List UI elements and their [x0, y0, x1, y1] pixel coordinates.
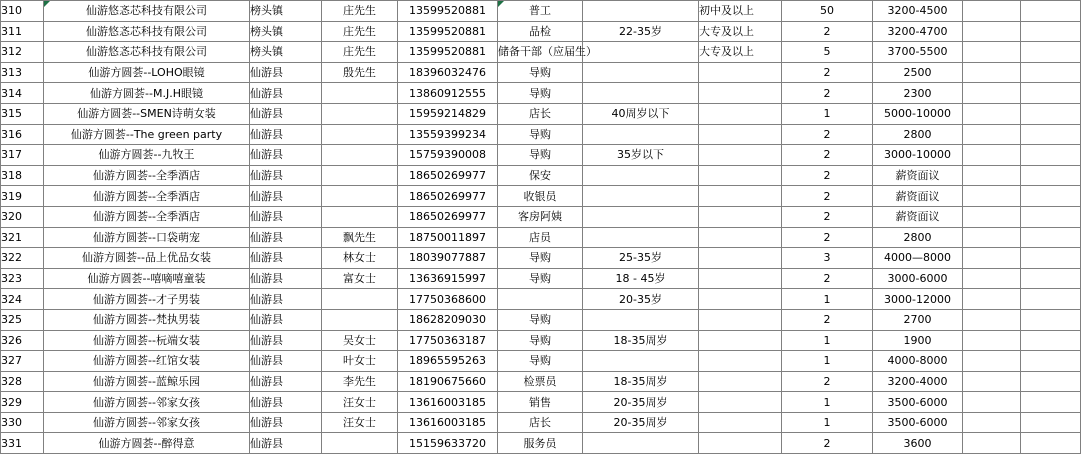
age-requirement-cell[interactable] — [583, 62, 699, 83]
headcount-cell[interactable]: 2 — [782, 309, 873, 330]
town-cell[interactable]: 榜头镇 — [250, 21, 322, 42]
table-row — [1, 21, 1081, 42]
empty-cell[interactable] — [1021, 330, 1081, 351]
empty-cell[interactable] — [963, 371, 1021, 392]
salary-cell[interactable]: 3500-6000 — [873, 412, 963, 433]
position-cell[interactable]: 导购 — [498, 248, 583, 269]
contact-cell[interactable]: 飘先生 — [322, 227, 398, 248]
position-cell[interactable]: 客房阿姨 — [498, 206, 583, 227]
town-cell[interactable]: 仙游县 — [250, 433, 322, 454]
headcount-cell[interactable]: 2 — [782, 371, 873, 392]
headcount-cell[interactable]: 2 — [782, 227, 873, 248]
empty-cell[interactable] — [1021, 392, 1081, 413]
position-cell[interactable]: 导购 — [498, 330, 583, 351]
company-cell[interactable]: 仙游方圆荟--红馆女装 — [44, 351, 250, 372]
education-cell[interactable] — [699, 83, 782, 104]
town-cell[interactable]: 仙游县 — [250, 227, 322, 248]
age-requirement-cell[interactable]: 40周岁以下 — [583, 103, 699, 124]
row-number-cell[interactable]: 327 — [1, 351, 44, 372]
headcount-cell[interactable]: 50 — [782, 1, 873, 22]
empty-cell[interactable] — [1021, 227, 1081, 248]
row-number-cell[interactable]: 316 — [1, 124, 44, 145]
row-number-cell[interactable]: 319 — [1, 186, 44, 207]
contact-cell[interactable] — [322, 289, 398, 310]
empty-cell[interactable] — [963, 433, 1021, 454]
age-requirement-cell[interactable] — [583, 83, 699, 104]
phone-cell[interactable]: 18650269977 — [398, 165, 498, 186]
table-row — [1, 42, 1081, 63]
position-cell[interactable]: 收银员 — [498, 186, 583, 207]
salary-cell[interactable]: 3000-12000 — [873, 289, 963, 310]
table-row — [1, 289, 1081, 310]
table-body — [1, 1, 1081, 454]
table-row — [1, 186, 1081, 207]
age-requirement-cell[interactable]: 20-35周岁 — [583, 412, 699, 433]
phone-cell[interactable]: 18965595263 — [398, 351, 498, 372]
contact-cell[interactable] — [322, 206, 398, 227]
contact-cell[interactable] — [322, 186, 398, 207]
company-cell[interactable]: 仙游方圆荟--全季酒店 — [44, 165, 250, 186]
position-cell[interactable]: 店长 — [498, 103, 583, 124]
town-cell[interactable]: 仙游县 — [250, 165, 322, 186]
empty-cell[interactable] — [963, 289, 1021, 310]
salary-cell[interactable]: 5000-10000 — [873, 103, 963, 124]
headcount-cell[interactable]: 2 — [782, 124, 873, 145]
empty-cell[interactable] — [963, 412, 1021, 433]
education-cell[interactable] — [699, 412, 782, 433]
town-cell[interactable]: 仙游县 — [250, 206, 322, 227]
education-cell[interactable] — [699, 227, 782, 248]
education-cell[interactable] — [699, 371, 782, 392]
empty-cell[interactable] — [963, 165, 1021, 186]
salary-cell[interactable]: 3000-10000 — [873, 145, 963, 166]
empty-cell[interactable] — [963, 309, 1021, 330]
town-cell[interactable]: 仙游县 — [250, 309, 322, 330]
salary-cell[interactable]: 3200-4500 — [873, 1, 963, 22]
contact-cell[interactable]: 庄先生 — [322, 21, 398, 42]
age-requirement-cell[interactable] — [583, 206, 699, 227]
town-cell[interactable]: 仙游县 — [250, 186, 322, 207]
contact-cell[interactable]: 吴女士 — [322, 330, 398, 351]
phone-cell[interactable]: 13559399234 — [398, 124, 498, 145]
education-cell[interactable] — [699, 289, 782, 310]
row-number-cell[interactable]: 314 — [1, 83, 44, 104]
headcount-cell[interactable]: 2 — [782, 83, 873, 104]
age-requirement-cell[interactable] — [583, 309, 699, 330]
position-cell[interactable]: 导购 — [498, 62, 583, 83]
contact-cell[interactable]: 李先生 — [322, 371, 398, 392]
contact-cell[interactable] — [322, 145, 398, 166]
contact-cell[interactable]: 汪女士 — [322, 392, 398, 413]
contact-cell[interactable]: 庄先生 — [322, 1, 398, 22]
empty-cell[interactable] — [1021, 186, 1081, 207]
salary-cell[interactable]: 3600 — [873, 433, 963, 454]
town-cell[interactable]: 仙游县 — [250, 124, 322, 145]
position-cell[interactable]: 导购 — [498, 145, 583, 166]
town-cell[interactable]: 仙游县 — [250, 351, 322, 372]
education-cell[interactable] — [699, 351, 782, 372]
contact-cell[interactable] — [322, 83, 398, 104]
company-cell[interactable]: 仙游方圆荟--SMEN诗萌女装 — [44, 103, 250, 124]
position-cell[interactable]: 普工 — [498, 1, 583, 22]
row-number-cell[interactable]: 318 — [1, 165, 44, 186]
contact-cell[interactable] — [322, 309, 398, 330]
empty-cell[interactable] — [963, 42, 1021, 63]
company-cell[interactable]: 仙游方圆荟--口袋萌宠 — [44, 227, 250, 248]
education-cell[interactable] — [699, 309, 782, 330]
phone-cell[interactable]: 17750363187 — [398, 330, 498, 351]
contact-cell[interactable]: 富女士 — [322, 268, 398, 289]
education-cell[interactable]: 大专及以上 — [699, 21, 782, 42]
position-cell[interactable]: 店长 — [498, 412, 583, 433]
table-row — [1, 83, 1081, 104]
table-row — [1, 124, 1081, 145]
town-cell[interactable]: 仙游县 — [250, 268, 322, 289]
empty-cell[interactable] — [1021, 83, 1081, 104]
row-number-cell[interactable]: 320 — [1, 206, 44, 227]
age-requirement-cell[interactable] — [583, 165, 699, 186]
table-row — [1, 103, 1081, 124]
position-cell[interactable]: 导购 — [498, 83, 583, 104]
row-number-cell[interactable]: 321 — [1, 227, 44, 248]
phone-cell[interactable]: 18650269977 — [398, 206, 498, 227]
empty-cell[interactable] — [1021, 62, 1081, 83]
company-cell[interactable]: 仙游方圆荟--杬端女装 — [44, 330, 250, 351]
empty-cell[interactable] — [963, 392, 1021, 413]
row-number-cell[interactable]: 325 — [1, 309, 44, 330]
phone-cell[interactable]: 15759390008 — [398, 145, 498, 166]
table-row — [1, 412, 1081, 433]
town-cell[interactable]: 仙游县 — [250, 371, 322, 392]
town-cell[interactable]: 榜头镇 — [250, 42, 322, 63]
position-cell[interactable]: 服务员 — [498, 433, 583, 454]
salary-cell[interactable]: 1900 — [873, 330, 963, 351]
row-number-cell[interactable]: 330 — [1, 412, 44, 433]
contact-cell[interactable] — [322, 433, 398, 454]
education-cell[interactable]: 初中及以上 — [699, 1, 782, 22]
headcount-cell[interactable]: 5 — [782, 42, 873, 63]
town-cell[interactable]: 仙游县 — [250, 62, 322, 83]
headcount-cell[interactable]: 1 — [782, 392, 873, 413]
empty-cell[interactable] — [963, 186, 1021, 207]
company-cell[interactable]: 仙游方圆荟--邻家女孩 — [44, 412, 250, 433]
salary-cell[interactable]: 薪资面议 — [873, 206, 963, 227]
salary-cell[interactable]: 2700 — [873, 309, 963, 330]
age-requirement-cell[interactable] — [583, 1, 699, 22]
town-cell[interactable]: 仙游县 — [250, 330, 322, 351]
phone-cell[interactable]: 18750011897 — [398, 227, 498, 248]
empty-cell[interactable] — [963, 351, 1021, 372]
education-cell[interactable] — [699, 124, 782, 145]
empty-cell[interactable] — [1021, 124, 1081, 145]
company-cell[interactable]: 仙游方圆荟--M.J.H眼镜 — [44, 83, 250, 104]
phone-cell[interactable]: 13616003185 — [398, 392, 498, 413]
company-cell[interactable]: 仙游方圆荟--品上优品女装 — [44, 248, 250, 269]
row-number-cell[interactable]: 326 — [1, 330, 44, 351]
town-cell[interactable]: 仙游县 — [250, 145, 322, 166]
salary-cell[interactable]: 2500 — [873, 62, 963, 83]
town-cell[interactable]: 仙游县 — [250, 392, 322, 413]
education-cell[interactable] — [699, 206, 782, 227]
age-requirement-cell[interactable] — [583, 186, 699, 207]
company-cell[interactable]: 仙游方圆荟--全季酒店 — [44, 206, 250, 227]
headcount-cell[interactable]: 1 — [782, 289, 873, 310]
age-requirement-cell[interactable]: 18 - 45岁 — [583, 268, 699, 289]
position-cell[interactable]: 检票员 — [498, 371, 583, 392]
empty-cell[interactable] — [963, 268, 1021, 289]
row-number-cell[interactable]: 331 — [1, 433, 44, 454]
empty-cell[interactable] — [1021, 42, 1081, 63]
table-row — [1, 62, 1081, 83]
company-cell[interactable]: 仙游方圆荟--才子男装 — [44, 289, 250, 310]
salary-cell[interactable]: 2300 — [873, 83, 963, 104]
phone-cell[interactable]: 13599520881 — [398, 42, 498, 63]
table-row — [1, 145, 1081, 166]
empty-cell[interactable] — [963, 206, 1021, 227]
row-number-cell[interactable]: 310 — [1, 1, 44, 22]
education-cell[interactable] — [699, 145, 782, 166]
empty-cell[interactable] — [1021, 412, 1081, 433]
salary-cell[interactable]: 3200-4000 — [873, 371, 963, 392]
company-cell[interactable]: 仙游方圆荟--醉得意 — [44, 433, 250, 454]
phone-cell[interactable]: 13599520881 — [398, 1, 498, 22]
table-row — [1, 1, 1081, 22]
company-cell[interactable]: 仙游方圆荟--全季酒店 — [44, 186, 250, 207]
table-row — [1, 309, 1081, 330]
salary-cell[interactable]: 4000-8000 — [873, 351, 963, 372]
company-cell[interactable]: 仙游方圆荟--邻家女孩 — [44, 392, 250, 413]
row-number-cell[interactable]: 311 — [1, 21, 44, 42]
age-requirement-cell[interactable]: 20-35岁 — [583, 289, 699, 310]
company-cell[interactable]: 仙游悠忞芯科技有限公司 — [44, 42, 250, 63]
salary-cell[interactable]: 3500-6000 — [873, 392, 963, 413]
headcount-cell[interactable]: 1 — [782, 330, 873, 351]
education-cell[interactable] — [699, 165, 782, 186]
headcount-cell[interactable]: 2 — [782, 268, 873, 289]
row-number-cell[interactable]: 324 — [1, 289, 44, 310]
empty-cell[interactable] — [1021, 289, 1081, 310]
empty-cell[interactable] — [1021, 248, 1081, 269]
age-requirement-cell[interactable] — [583, 351, 699, 372]
row-number-cell[interactable]: 322 — [1, 248, 44, 269]
row-number-cell[interactable]: 328 — [1, 371, 44, 392]
headcount-cell[interactable]: 2 — [782, 145, 873, 166]
empty-cell[interactable] — [963, 248, 1021, 269]
row-number-cell[interactable]: 312 — [1, 42, 44, 63]
age-requirement-cell[interactable]: 22-35岁 — [583, 21, 699, 42]
phone-cell[interactable]: 13616003185 — [398, 412, 498, 433]
table-row — [1, 248, 1081, 269]
company-cell[interactable]: 仙游悠忞芯科技有限公司 — [44, 21, 250, 42]
empty-cell[interactable] — [1021, 433, 1081, 454]
table-row — [1, 206, 1081, 227]
table-row — [1, 165, 1081, 186]
contact-cell[interactable]: 汪女士 — [322, 412, 398, 433]
contact-cell[interactable]: 殷先生 — [322, 62, 398, 83]
position-cell[interactable]: 品检 — [498, 21, 583, 42]
salary-cell[interactable]: 3000-6000 — [873, 268, 963, 289]
empty-cell[interactable] — [963, 227, 1021, 248]
table-row — [1, 392, 1081, 413]
row-number-cell[interactable]: 323 — [1, 268, 44, 289]
education-cell[interactable] — [699, 330, 782, 351]
empty-cell[interactable] — [1021, 268, 1081, 289]
company-cell[interactable]: 仙游方圆荟--嘻嘀嘻童装 — [44, 268, 250, 289]
age-requirement-cell[interactable] — [583, 433, 699, 454]
cell-indicator-icon — [44, 1, 50, 7]
age-requirement-cell[interactable]: 20-35周岁 — [583, 392, 699, 413]
town-cell[interactable]: 仙游县 — [250, 248, 322, 269]
age-requirement-cell[interactable]: 35岁以下 — [583, 145, 699, 166]
education-cell[interactable] — [699, 268, 782, 289]
position-cell[interactable]: 导购 — [498, 124, 583, 145]
phone-cell[interactable]: 15159633720 — [398, 433, 498, 454]
headcount-cell[interactable]: 1 — [782, 351, 873, 372]
contact-cell[interactable]: 叶女士 — [322, 351, 398, 372]
table-row — [1, 351, 1081, 372]
education-cell[interactable] — [699, 248, 782, 269]
row-number-cell[interactable]: 315 — [1, 103, 44, 124]
age-requirement-cell[interactable]: 18-35周岁 — [583, 371, 699, 392]
table-row — [1, 433, 1081, 454]
empty-cell[interactable] — [1021, 145, 1081, 166]
empty-cell[interactable] — [963, 330, 1021, 351]
salary-cell[interactable]: 2800 — [873, 124, 963, 145]
town-cell[interactable]: 仙游县 — [250, 289, 322, 310]
phone-cell[interactable]: 17750368600 — [398, 289, 498, 310]
town-cell[interactable]: 仙游县 — [250, 412, 322, 433]
headcount-cell[interactable]: 2 — [782, 186, 873, 207]
company-cell[interactable]: 仙游方圆荟--蓝鲸乐园 — [44, 371, 250, 392]
empty-cell[interactable] — [963, 62, 1021, 83]
education-cell[interactable]: 大专及以上 — [699, 42, 782, 63]
headcount-cell[interactable]: 2 — [782, 433, 873, 454]
age-requirement-cell[interactable] — [583, 124, 699, 145]
salary-cell[interactable]: 薪资面议 — [873, 186, 963, 207]
position-cell[interactable]: 导购 — [498, 309, 583, 330]
company-cell[interactable]: 仙游方圆荟--LOHO眼镜 — [44, 62, 250, 83]
cell-indicator-icon — [498, 1, 504, 7]
phone-cell[interactable]: 15959214829 — [398, 103, 498, 124]
empty-cell[interactable] — [1021, 206, 1081, 227]
education-cell[interactable] — [699, 392, 782, 413]
table-row — [1, 227, 1081, 248]
headcount-cell[interactable]: 2 — [782, 165, 873, 186]
salary-cell[interactable]: 3700-5500 — [873, 42, 963, 63]
town-cell[interactable]: 仙游县 — [250, 83, 322, 104]
headcount-cell[interactable]: 3 — [782, 248, 873, 269]
table-row — [1, 330, 1081, 351]
empty-cell[interactable] — [1021, 103, 1081, 124]
table-row — [1, 268, 1081, 289]
empty-cell[interactable] — [1021, 351, 1081, 372]
company-cell[interactable]: 仙游方圆荟--梵执男装 — [44, 309, 250, 330]
contact-cell[interactable]: 庄先生 — [322, 42, 398, 63]
education-cell[interactable] — [699, 433, 782, 454]
empty-cell[interactable] — [963, 145, 1021, 166]
empty-cell[interactable] — [963, 21, 1021, 42]
table-row — [1, 371, 1081, 392]
age-requirement-cell[interactable] — [583, 42, 699, 63]
salary-cell[interactable]: 3200-4700 — [873, 21, 963, 42]
age-requirement-cell[interactable]: 25-35岁 — [583, 248, 699, 269]
education-cell[interactable] — [699, 62, 782, 83]
empty-cell[interactable] — [1021, 165, 1081, 186]
row-number-cell[interactable]: 329 — [1, 392, 44, 413]
position-cell[interactable]: 店员 — [498, 227, 583, 248]
company-cell[interactable]: 仙游方圆荟--九牧王 — [44, 145, 250, 166]
empty-cell[interactable] — [1021, 371, 1081, 392]
headcount-cell[interactable]: 1 — [782, 103, 873, 124]
headcount-cell[interactable]: 2 — [782, 206, 873, 227]
education-cell[interactable] — [699, 186, 782, 207]
position-cell[interactable]: 导购 — [498, 268, 583, 289]
contact-cell[interactable] — [322, 165, 398, 186]
position-cell[interactable] — [498, 289, 583, 310]
position-cell[interactable]: 销售 — [498, 392, 583, 413]
phone-cell[interactable]: 18039077887 — [398, 248, 498, 269]
phone-cell[interactable]: 18650269977 — [398, 186, 498, 207]
empty-cell[interactable] — [1021, 21, 1081, 42]
contact-cell[interactable] — [322, 124, 398, 145]
company-cell[interactable]: 仙游方圆荟--The green party — [44, 124, 250, 145]
position-cell[interactable]: 储备干部（应届生） — [498, 42, 583, 63]
phone-cell[interactable]: 18396032476 — [398, 62, 498, 83]
empty-cell[interactable] — [1021, 309, 1081, 330]
empty-cell[interactable] — [963, 1, 1021, 22]
salary-cell[interactable]: 2800 — [873, 227, 963, 248]
education-cell[interactable] — [699, 103, 782, 124]
phone-cell[interactable]: 18628209030 — [398, 309, 498, 330]
company-cell[interactable]: 仙游悠忞芯科技有限公司 — [44, 1, 250, 22]
row-number-cell[interactable]: 317 — [1, 145, 44, 166]
phone-cell[interactable]: 18190675660 — [398, 371, 498, 392]
contact-cell[interactable]: 林女士 — [322, 248, 398, 269]
position-cell[interactable]: 保安 — [498, 165, 583, 186]
empty-cell[interactable] — [963, 103, 1021, 124]
headcount-cell[interactable]: 2 — [782, 62, 873, 83]
phone-cell[interactable]: 13636915997 — [398, 268, 498, 289]
salary-cell[interactable]: 4000—8000 — [873, 248, 963, 269]
phone-cell[interactable]: 13860912555 — [398, 83, 498, 104]
town-cell[interactable]: 榜头镇 — [250, 1, 322, 22]
headcount-cell[interactable]: 2 — [782, 21, 873, 42]
contact-cell[interactable] — [322, 103, 398, 124]
salary-cell[interactable]: 薪资面议 — [873, 165, 963, 186]
position-cell[interactable]: 导购 — [498, 351, 583, 372]
headcount-cell[interactable]: 1 — [782, 412, 873, 433]
empty-cell[interactable] — [963, 83, 1021, 104]
phone-cell[interactable]: 13599520881 — [398, 21, 498, 42]
empty-cell[interactable] — [963, 124, 1021, 145]
row-number-cell[interactable]: 313 — [1, 62, 44, 83]
age-requirement-cell[interactable]: 18-35周岁 — [583, 330, 699, 351]
empty-cell[interactable] — [1021, 1, 1081, 22]
town-cell[interactable]: 仙游县 — [250, 103, 322, 124]
age-requirement-cell[interactable] — [583, 227, 699, 248]
